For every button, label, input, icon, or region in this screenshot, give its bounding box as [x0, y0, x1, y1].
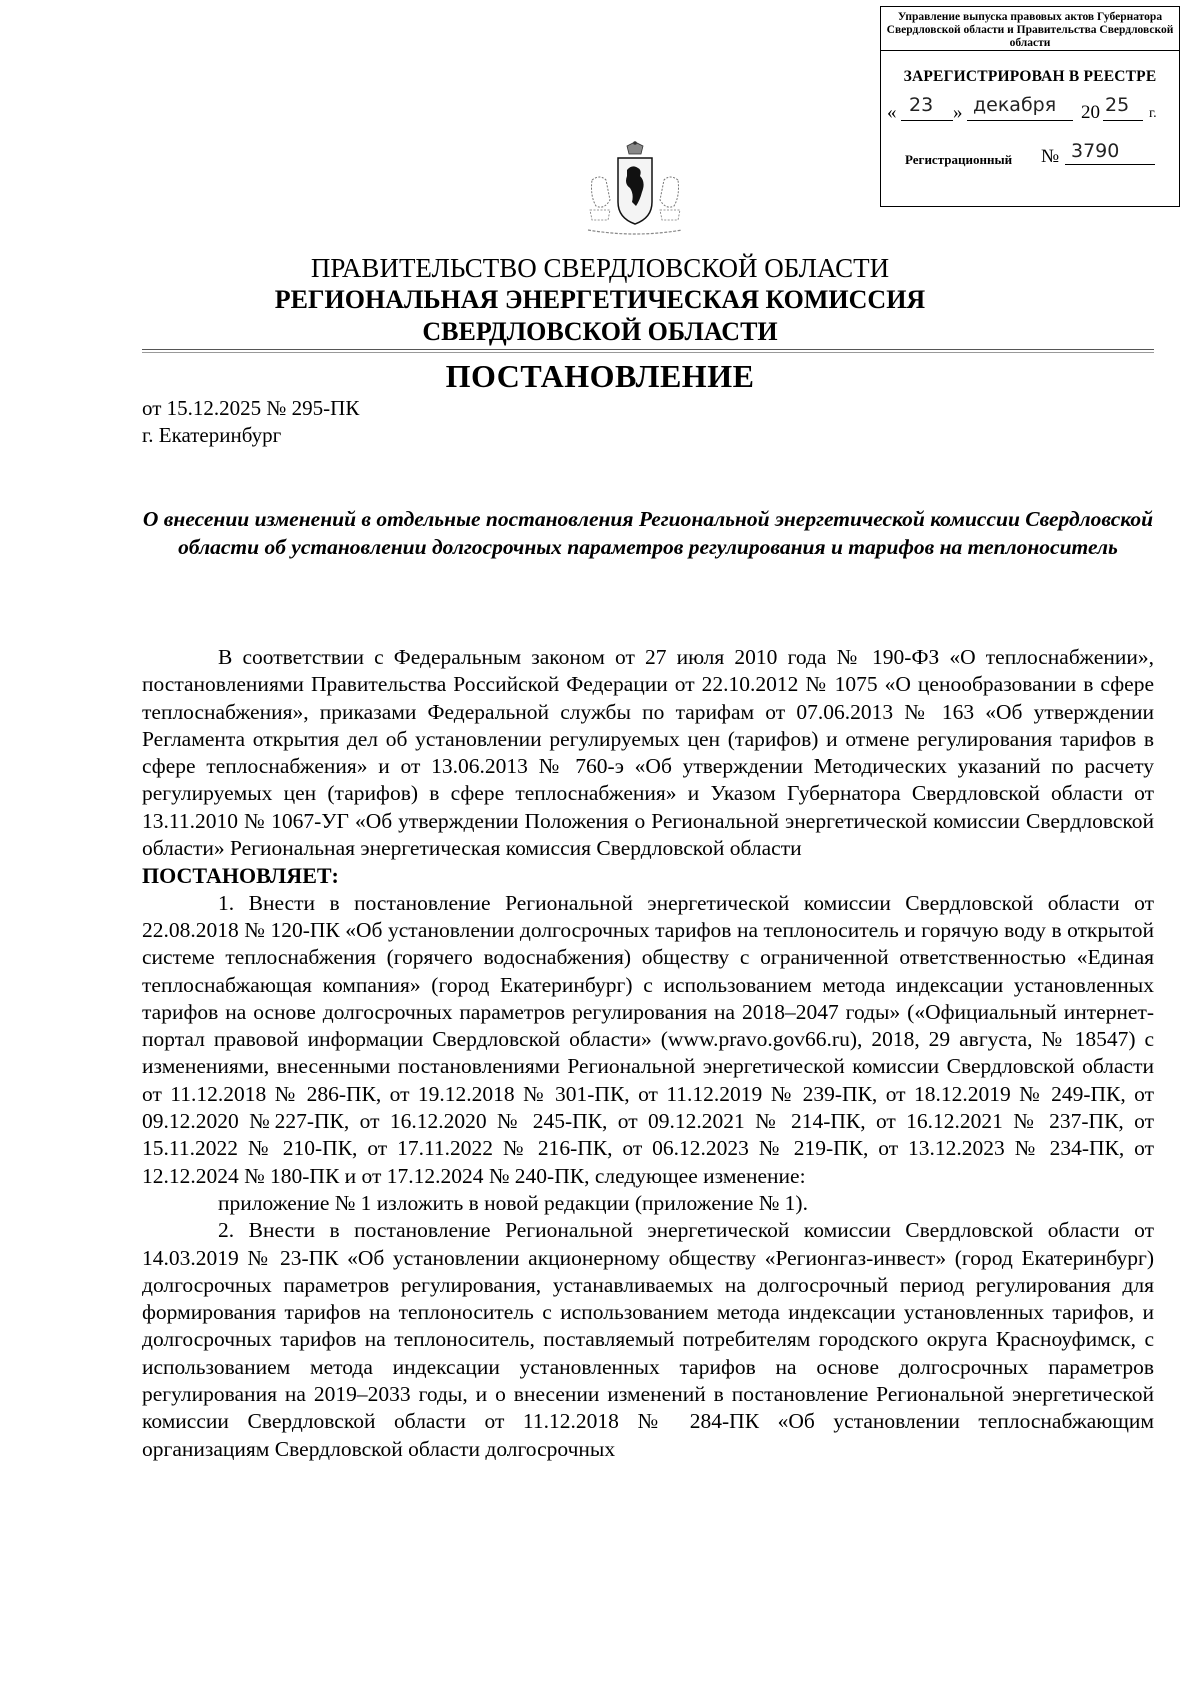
stamp-year-suffix: 25: [1105, 94, 1130, 116]
stamp-registered-label: ЗАРЕГИСТРИРОВАН В РЕЕСТРЕ: [903, 68, 1157, 85]
stamp-reg-number: [881, 140, 1179, 174]
document-city: г. Екатеринбург: [142, 423, 282, 447]
stamp-reg-label: Регистрационный: [905, 152, 1013, 167]
header-divider: [142, 349, 1154, 350]
registration-stamp: [880, 6, 1180, 207]
document-date-number: от 15.12.2025 № 295-ПК: [142, 396, 360, 420]
commission-name-line2: СВЕРДЛОВСКОЙ ОБЛАСТИ: [422, 317, 778, 346]
item-2-paragraph: 2. Внести в постановление Региональной энергетической комиссии Свердловской области от 14.03.2019 № 23-ПК «Об установлении акционерному обществу «Регионгаз-инвест» (город Екатеринбург) долгосрочных параметров регулирования, устанавливаемых на долгосрочный период регулирования для формирования тарифов на теплоноситель с использованием метода индексации установленных тарифов, и долгосрочных тарифов на теплоноситель, поставляемый потребителям городского округа Красноуфимск, с использованием метода индексации установленных тарифов на основе долгосрочных параметров регулирования на 2019–2033 годы, и о внесении изменений в постановление Региональной энергетической комиссии Свердловской области от 11.12.2018 № 284-ПК «Об установлении теплоснабжающим организациям Свердловской области долгосрочных: [142, 1218, 1154, 1461]
coat-of-arms-emblem: [580, 140, 690, 240]
stamp-num-sign: №: [1041, 146, 1060, 167]
resolves-heading: ПОСТАНОВЛЯЕТ:: [142, 863, 339, 889]
commission-name-line1: РЕГИОНАЛЬНАЯ ЭНЕРГЕТИЧЕСКАЯ КОМИССИЯ: [274, 285, 926, 314]
stamp-header: Управление выпуска правовых актов Губернатора Свердловской области и Правительства Свердловской области: [881, 7, 1179, 51]
government-name: ПРАВИТЕЛЬСТВО СВЕРДЛОВСКОЙ ОБЛАСТИ: [310, 253, 890, 283]
item-1-change-paragraph: приложение № 1 изложить в новой редакции (приложение № 1).: [218, 1190, 808, 1215]
document-body: [142, 644, 1154, 1463]
stamp-date: [881, 94, 1179, 130]
preamble-paragraph: В соответствии с Федеральным законом от 27 июля 2010 года № 190-ФЗ «О теплоснабжении», постановлениями Правительства Российской Федерации от 22.10.2012 № 1075 «О ценообразовании в сфере теплоснабжения», приказами Федеральной службы по тарифам от 07.06.2013 № 163 «Об утверждении Регламента открытия дел об установлении регулируемых цен (тарифов) и отмене регулирования тарифов в сфере теплоснабжения» и от 13.06.2013 № 760-э «Об утверждении Методических указаний по расчету регулируемых цен (тарифов) в сфере теплоснабжения» и Указом Губернатора Свердловской области от 13.11.2010 № 1067-УГ «Об утверждении Положения о Региональной энергетической комиссии Свердловской области» Региональная энергетическая комиссия Свердловской области: [142, 645, 1154, 861]
stamp-year-unit: г.: [1149, 106, 1157, 121]
stamp-year-prefix: 20: [1081, 102, 1100, 123]
header-divider-thin: [142, 352, 1154, 353]
stamp-number-value: 3790: [1071, 140, 1120, 162]
document-subject-title: О внесении изменений в отдельные постановления Региональной энергетической комиссии Свердловской области об установлении долгосрочных параметров регулирования и тарифов на теплоноситель: [142, 507, 1154, 559]
stamp-month: декабря: [973, 94, 1057, 116]
item-1-paragraph: 1. Внести в постановление Региональной энергетической комиссии Свердловской области от 22.08.2018 № 120-ПК «Об установлении долгосрочных тарифов на теплоноситель и горячую воду в открытой системе теплоснабжения (горячего водоснабжения) обществу с ограниченной ответственностью «Единая теплоснабжающая компания» (город Екатеринбург) с использованием метода индексации установленных тарифов на основе долгосрочных параметров регулирования на 2018–2047 годы» («Официальный интернет-портал правовой информации Свердловской области» (www.pravo.gov66.ru), 2018, 29 августа, № 18547) с изменениями, внесенными постановлениями Региональной энергетической комиссии Свердловской области от 11.12.2018 № 286-ПК, от 19.12.2018 № 301-ПК, от 11.12.2019 № 239-ПК, от 18.12.2019 № 249-ПК, от 09.12.2020 №227-ПК, от 16.12.2020 № 245-ПК, от 09.12.2021 № 214-ПК, от 16.12.2021 № 237-ПК, от 15.11.2022 № 210-ПК, от 17.11.2022 № 216-ПК, от 06.12.2023 № 219-ПК, от 13.12.2023 № 234-ПК, от 12.12.2024 № 180-ПК и от 17.12.2024 № 240-ПК, следующее изменение:: [142, 890, 1154, 1188]
stamp-open-quote: «: [887, 102, 897, 123]
stamp-day: 23: [909, 94, 934, 116]
stamp-close-quote: »: [953, 102, 963, 123]
document-type-title: ПОСТАНОВЛЕНИЕ: [445, 358, 755, 394]
